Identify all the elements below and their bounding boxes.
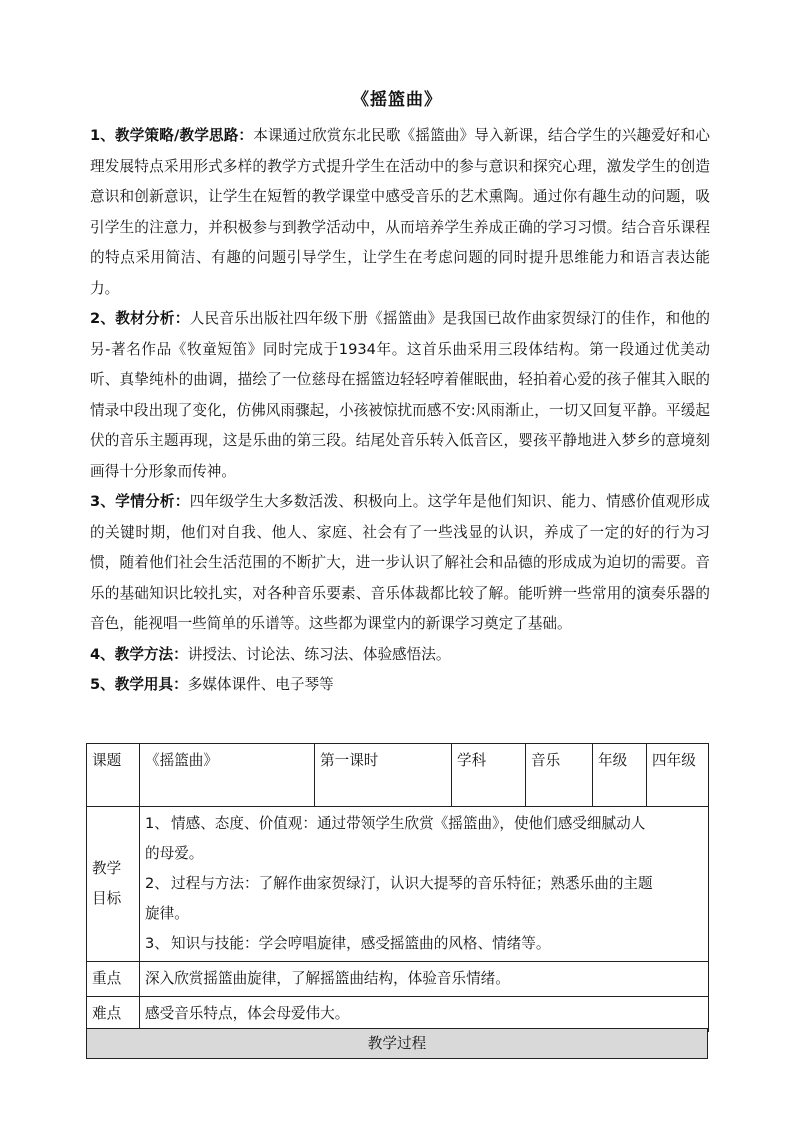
cell-subject-value: 音乐: [526, 744, 593, 807]
goal-item-continuation: 的母爱。: [145, 845, 204, 862]
section-label: 4、教学方法：: [90, 645, 188, 663]
cell-difficulty-text: 感受音乐特点，体会母爱伟大。: [140, 997, 709, 1032]
goal-item: 3、 知识与技能：学会哼唱旋律，感受摇篮曲的风格、情绪等。: [145, 935, 551, 952]
cell-key-point-text: 深入欣赏摇篮曲旋律，了解摇篮曲结构，体验音乐情绪。: [140, 962, 709, 997]
cell-topic-value: 《摇篮曲》: [140, 744, 315, 807]
section-teaching-tools: [90, 670, 710, 701]
page-title: 《摇篮曲》: [352, 90, 442, 110]
cell-key-point-label: 重点: [87, 962, 140, 997]
section-text: 人民音乐出版社四年级下册《摇篮曲》是我国已故作曲家贺绿汀的佳作，和他的另-著名作品《牧童短笛》同时完成于1934年。这首乐曲采用三段体结构。第一段通过优美动听、真挚纯朴的曲调，描绘了一位慈母在摇篮边轻轻哼着催眠曲，轻拍着心爱的孩子催其入眠的情录中段出现了变化，仿佛风雨骤起，小孩被惊扰而感不安:风雨渐止，一切又回复平静。平缓起伏的音乐主题再现，这是乐曲的第三段。结尾处音乐转入低音区，婴孩平静地进入梦乡的意境刻画得十分形象而传神。: [90, 310, 710, 480]
goal-item: 2、 过程与方法：了解作曲家贺绿汀，认识大提琴的音乐特征；熟悉乐曲的主题: [145, 875, 653, 892]
section-material-analysis: [90, 304, 710, 487]
lesson-plan-body: [90, 121, 710, 701]
goal-item-continuation: 旋律。: [145, 905, 189, 922]
section-student-analysis: [90, 487, 710, 640]
lesson-info-table: [86, 743, 709, 1032]
teaching-process-header: 教学过程: [86, 1028, 708, 1059]
cell-goals-content: [140, 807, 709, 962]
section-text: 本课通过欣赏东北民歌《摇篮曲》导入新课，结合学生的兴趣爱好和心理发展特点采用形式多样的教学方式提升学生在活动中的参与意识和探究心理，激发学生的创造意识和创新意识，让学生在短暂的教学课堂中感受音乐的艺术熏陶。通过你有趣生动的问题，吸引学生的注意力，并积极参与到教学活动中，从而培养学生养成正确的学习习惯。结合音乐课程的特点采用简洁、有趣的问题引导学生，让学生在考虑问题的同时提升思维能力和语言表达能力。: [90, 127, 710, 297]
cell-lesson-period: 第一课时: [315, 744, 452, 807]
table-row-teaching-goals: [87, 807, 709, 962]
section-label: 5、教学用具：: [90, 676, 188, 693]
section-teaching-strategy: [90, 121, 710, 304]
table-row-course-info: [87, 744, 709, 807]
goal-item: 1、 情感、态度、价值观：通过带领学生欣赏《摇篮曲》，使他们感受细腻动人: [145, 815, 646, 832]
cell-topic-label: 课题: [87, 744, 140, 807]
section-text: 四年级学生大多数活泼、积极向上。这学年是他们知识、能力、情感价值观形成的关键时期，他们对自我、他人、家庭、社会有了一些浅显的认识，养成了一定的好的行为习惯，随着他们社会生活范围的不断扩大，进一步认识了解社会和品德的形成成为迫切的需要。音乐的基础知识比较扎实，对各种音乐要素、音乐体裁都比较了解。能听辨一些常用的演奏乐器的音色，能视唱一些简单的乐谱等。这些都为课堂内的新课学习奠定了基础。: [90, 493, 710, 632]
section-teaching-methods: [90, 640, 710, 671]
cell-difficulty-label: 难点: [87, 997, 140, 1032]
section-text: 讲授法、讨论法、练习法、体验感悟法。: [187, 645, 451, 663]
section-text: 多媒体课件、电子琴等: [187, 676, 334, 693]
table-row-key-point: [87, 962, 709, 997]
section-label: 1、教学策略/教学思路：: [90, 127, 254, 144]
cell-grade-value: 四年级: [647, 744, 709, 807]
section-label: 2、教材分析：: [90, 310, 190, 327]
cell-grade-label: 年级: [593, 744, 647, 807]
table-row-difficulty: [87, 997, 709, 1032]
cell-subject-label: 学科: [452, 744, 526, 807]
section-label: 3、学情分析：: [90, 493, 190, 510]
cell-goals-label: 教学目标: [87, 807, 140, 962]
